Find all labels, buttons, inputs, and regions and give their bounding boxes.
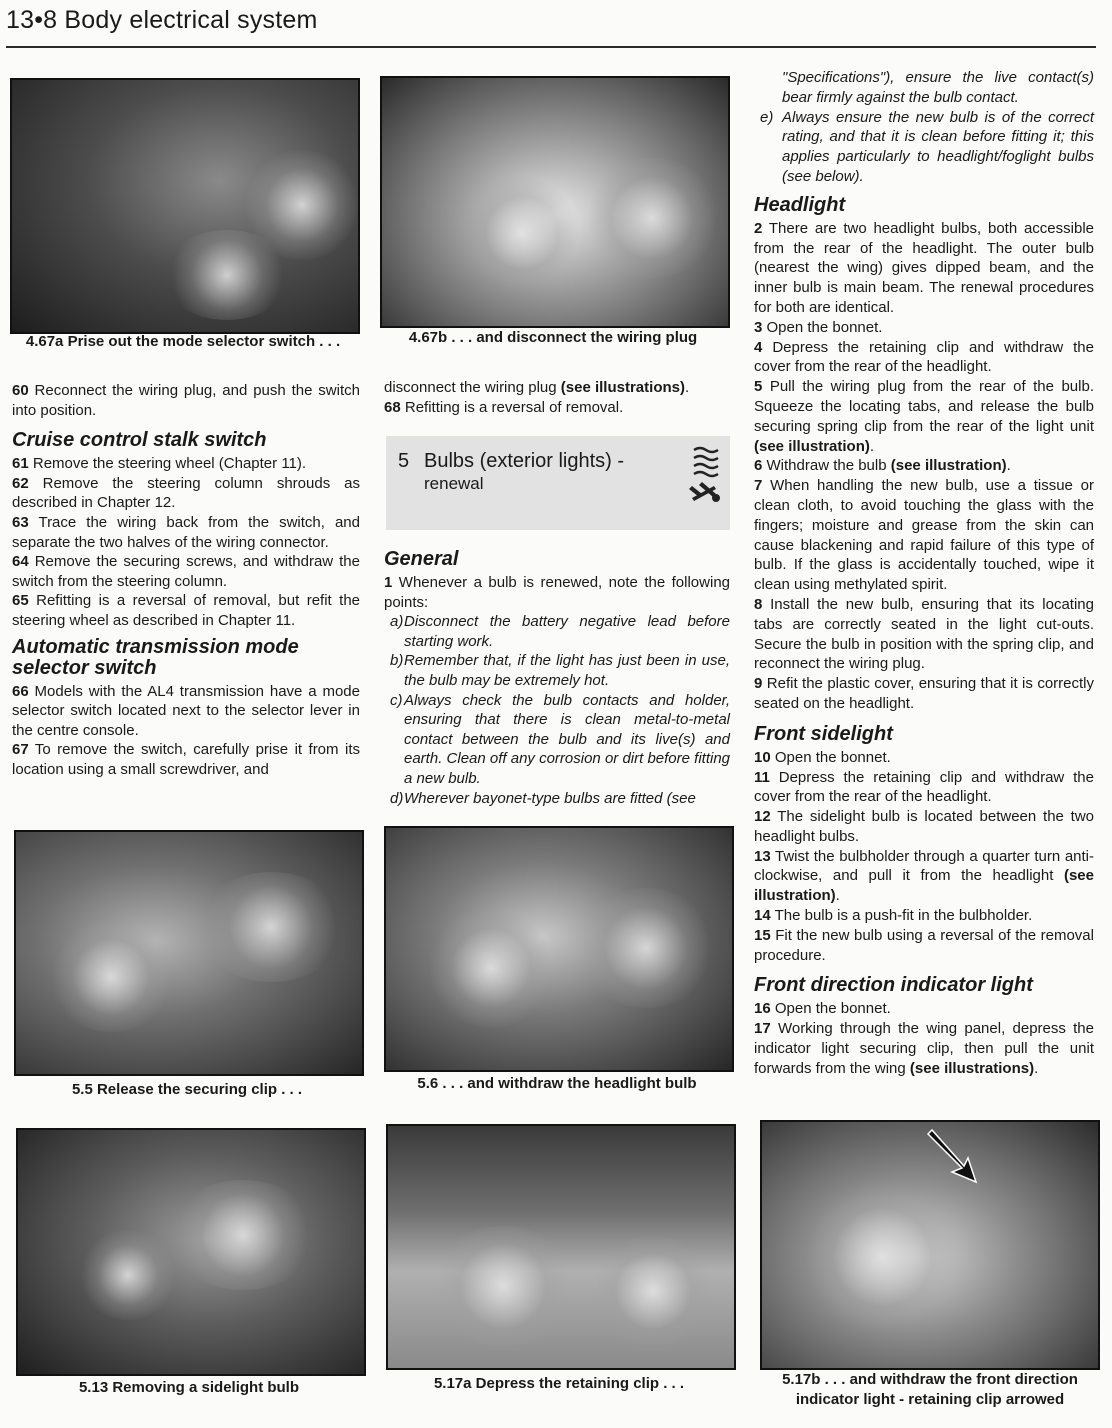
caption-5-13: 5.13 Removing a sidelight bulb [78, 1379, 300, 1396]
paragraph-13: 13 Twist the bulbholder through a quarter turn anti-clockwise, and pull it from the headlight (see illustration). [754, 847, 1094, 905]
paragraph-14: 14 The bulb is a push-fit in the bulbholder. [754, 907, 1033, 925]
caption-5-17b: 5.17b . . . and withdraw the front direction indicator light - retaining clip arrowed [782, 1371, 1078, 1408]
paragraph-67-continued: disconnect the wiring plug (see illustrations). [384, 379, 690, 396]
heading-front-direction-indicator: Front direction indicator light [754, 974, 1033, 997]
list-item: e) Always ensure the new bulb is of the correct rating, and that it is clean before fitting it; this applies particularly to headlight/foglight bulbs (see below). [760, 108, 1094, 185]
list-item: b) Remember that, if the light has just been in use, the bulb may be extremely hot. [390, 652, 730, 689]
caption-5-5: 5.5 Release the securing clip . . . [71, 1081, 303, 1098]
paragraph-15: 15 Fit the new bulb using a reversal of the removal procedure. [754, 926, 1094, 964]
photo-withdraw-headlight-bulb [384, 826, 734, 1072]
column-3-text [754, 68, 1094, 1079]
column-2-text [384, 378, 730, 417]
list-item: a) Disconnect the battery negative lead before starting work. [390, 613, 730, 650]
photo-withdraw-indicator-light [760, 1120, 1100, 1370]
list-item: "Specifications"), ensure the live contact(s) bear firmly against the bulb contact. [782, 69, 1094, 106]
photo-mode-selector-switch [10, 78, 360, 334]
caption-4-67a: 4.67a Prise out the mode selector switch . . . [25, 333, 341, 350]
photo-wiring-plug [380, 76, 730, 328]
photo-depress-retaining-clip [386, 1124, 736, 1370]
caption-4-67b: 4.67b . . . and disconnect the wiring plug [408, 329, 698, 346]
list-item: c) Always check the bulb contacts and holder, ensuring that there is clean metal-to-metal contact between the bulb and its live(s) and earth. Clean off any corrosion or dirt before fitting a new bulb. [390, 691, 731, 787]
bulb-points-list [384, 612, 730, 808]
paragraph-62: 62 Remove the steering column shrouds as described in Chapter 12. [12, 474, 360, 512]
paragraph-4: 4 Depress the retaining clip and withdraw the cover from the rear of the headlight. [754, 338, 1094, 376]
bulb-points-list-continued [754, 68, 1094, 187]
list-item: d) Wherever bayonet-type bulbs are fitted (see [390, 789, 696, 807]
paragraph-16: 16 Open the bonnet. [754, 1000, 891, 1018]
heading-headlight: Headlight [754, 193, 846, 216]
paragraph-11: 11 Depress the retaining clip and withdraw the cover from the rear of the headlight. [754, 768, 1094, 806]
paragraph-12: 12 The sidelight bulb is located between the two headlight bulbs. [754, 808, 1094, 845]
caption-5-17a: 5.17a Depress the retaining clip . . . [433, 1375, 685, 1392]
paragraph-3: 3 Open the bonnet. [754, 318, 883, 336]
paragraph-1: 1 Whenever a bulb is renewed, note the following points: [384, 574, 730, 611]
page-header: 13•8 Body electrical system [6, 6, 318, 34]
paragraph-66: 66 Models with the AL4 transmission have a mode selector switch located next to the selector lever in the centre console. [12, 682, 360, 739]
section-subtitle: renewal [424, 474, 484, 493]
paragraph-64: 64 Remove the securing screws, and withdraw the switch from the steering column. [12, 553, 360, 590]
paragraph-60: 60 Reconnect the wiring plug, and push the switch into position. [12, 382, 360, 419]
paragraph-7: 7 When handling the new bulb, use a tissue or clean cloth, to avoid touching the glass with the fingers; moisture and grease from the skin can cause blackening and rapid failure of this type of bulb. If the glass is accidentally touched, wipe it clean using methylated spirit. [754, 477, 1094, 594]
paragraph-68: 68 Refitting is a reversal of removal. [384, 398, 624, 416]
column-2-general [384, 546, 730, 808]
paragraph-63: 63 Trace the wiring back from the switch, and separate the two halves of the wiring connector. [12, 513, 360, 551]
photo-release-securing-clip [14, 830, 364, 1076]
retaining-clip-arrow-icon [922, 1128, 982, 1188]
paragraph-5: 5 Pull the wiring plug from the rear of the bulb. Squeeze the locating tabs, and release the bulb securing spring clip from the rear of the light unit (see illustration). [754, 378, 1094, 455]
spanner-difficulty-icon [688, 442, 722, 508]
heading-general: General [384, 548, 459, 570]
paragraph-8: 8 Install the new bulb, ensuring that its locating tabs are correctly seated in the light cut-outs. Secure the bulb in position with the spring clip, and reconnect the wiring plug. [754, 595, 1094, 673]
column-1-text [12, 381, 360, 780]
section-title: Bulbs (exterior lights) - [424, 450, 625, 472]
paragraph-17: 17 Working through the wing panel, depress the indicator light securing clip, then pull the unit forwards from the wing (see illustrations). [754, 1020, 1094, 1077]
photo-removing-sidelight-bulb [16, 1128, 366, 1376]
paragraph-61: 61 Remove the steering wheel (Chapter 11). [12, 455, 307, 473]
paragraph-67: 67 To remove the switch, carefully prise it from its location using a small screwdriver, and [12, 741, 360, 778]
paragraph-6: 6 Withdraw the bulb (see illustration). [754, 457, 1011, 475]
heading-automatic-transmission: Automatic transmission mode selector switch [12, 635, 299, 679]
paragraph-9: 9 Refit the plastic cover, ensuring that it is correctly seated on the headlight. [754, 675, 1094, 712]
caption-5-6: 5.6 . . . and withdraw the headlight bulb [417, 1075, 697, 1092]
header-rule [6, 46, 1096, 48]
paragraph-2: 2 There are two headlight bulbs, both accessible from the rear of the headlight. The outer bulb (nearest the wing) gives dipped beam, and the inner bulb is main beam. The renewal procedures for both are identical. [754, 219, 1094, 316]
paragraph-65: 65 Refitting is a reversal of removal, but refit the steering wheel as described in Chapter 11. [12, 592, 360, 629]
paragraph-10: 10 Open the bonnet. [754, 748, 891, 766]
heading-front-sidelight: Front sidelight [754, 722, 893, 745]
section-number: 5 [398, 450, 410, 472]
heading-cruise-control: Cruise control stalk switch [12, 429, 267, 452]
section-5-heading-box [386, 436, 730, 530]
